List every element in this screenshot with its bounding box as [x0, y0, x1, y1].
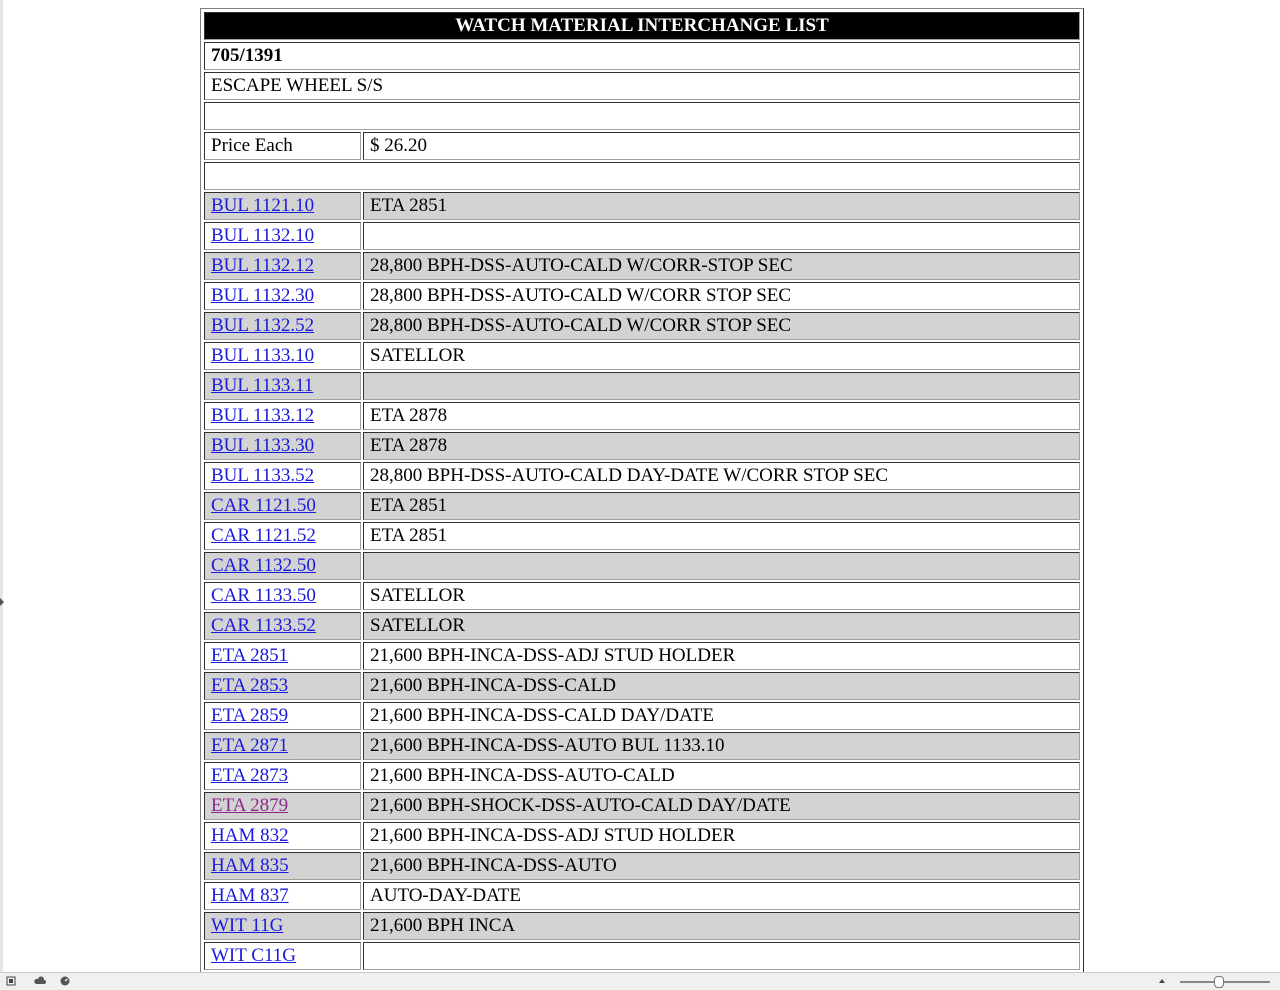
movement-description: SATELLOR — [363, 612, 1080, 640]
movement-description — [363, 222, 1080, 250]
model-cell — [204, 192, 361, 220]
movement-description: 21,600 BPH-INCA-DSS-CALD DAY/DATE — [363, 702, 1080, 730]
model-link[interactable]: BUL 1133.30 — [211, 435, 315, 456]
table-row — [204, 342, 1080, 370]
model-link[interactable]: CAR 1133.52 — [211, 615, 316, 636]
movement-description: ETA 2851 — [363, 192, 1080, 220]
spacer-row — [204, 102, 1080, 130]
model-link[interactable]: BUL 1132.12 — [211, 255, 315, 276]
part-number-row — [204, 42, 1080, 70]
model-link[interactable]: ETA 2873 — [211, 765, 289, 786]
movement-description: 28,800 BPH-DSS-AUTO-CALD W/CORR STOP SEC — [363, 282, 1080, 310]
spacer-cell — [204, 162, 1080, 190]
table-row — [204, 912, 1080, 940]
model-cell — [204, 402, 361, 430]
model-link[interactable]: CAR 1121.52 — [211, 525, 316, 546]
price-row — [204, 132, 1080, 160]
status-bar — [0, 972, 1280, 990]
model-cell — [204, 552, 361, 580]
model-cell — [204, 732, 361, 760]
model-cell — [204, 462, 361, 490]
price-value: $ 26.20 — [363, 132, 1080, 160]
table-row — [204, 882, 1080, 910]
model-cell — [204, 522, 361, 550]
table-row — [204, 822, 1080, 850]
table-row — [204, 192, 1080, 220]
movement-description: SATELLOR — [363, 342, 1080, 370]
left-window-edge — [0, 0, 3, 972]
gauge-icon[interactable] — [60, 976, 70, 986]
expand-arrow-icon[interactable] — [0, 598, 4, 606]
movement-description: 28,800 BPH-DSS-AUTO-CALD W/CORR STOP SEC — [363, 312, 1080, 340]
table-row — [204, 492, 1080, 520]
model-cell — [204, 702, 361, 730]
movement-description: 21,600 BPH-INCA-DSS-AUTO — [363, 852, 1080, 880]
movement-description: ETA 2878 — [363, 432, 1080, 460]
model-cell — [204, 852, 361, 880]
spacer-row — [204, 162, 1080, 190]
movement-description: SATELLOR — [363, 582, 1080, 610]
model-link[interactable]: WIT 11G — [211, 915, 284, 936]
movement-description: ETA 2851 — [363, 492, 1080, 520]
table-row — [204, 312, 1080, 340]
price-label: Price Each — [204, 132, 361, 160]
model-link[interactable]: HAM 835 — [211, 855, 289, 876]
movement-description: 21,600 BPH-INCA-DSS-AUTO BUL 1133.10 — [363, 732, 1080, 760]
model-link[interactable]: CAR 1132.50 — [211, 555, 316, 576]
movement-description: ETA 2878 — [363, 402, 1080, 430]
part-number: 705/1391 — [204, 42, 1080, 70]
model-cell — [204, 642, 361, 670]
model-link[interactable]: BUL 1121.10 — [211, 195, 315, 216]
model-link[interactable]: ETA 2879 — [211, 795, 289, 816]
zoom-slider-track[interactable] — [1180, 981, 1270, 983]
table-row — [204, 762, 1080, 790]
model-cell — [204, 222, 361, 250]
table-row — [204, 252, 1080, 280]
movement-description: 28,800 BPH-DSS-AUTO-CALD DAY-DATE W/CORR STOP SEC — [363, 462, 1080, 490]
model-cell — [204, 312, 361, 340]
movement-description: 28,800 BPH-DSS-AUTO-CALD W/CORR-STOP SEC — [363, 252, 1080, 280]
table-row — [204, 792, 1080, 820]
table-row — [204, 402, 1080, 430]
movement-description: AUTO-DAY-DATE — [363, 882, 1080, 910]
model-cell — [204, 792, 361, 820]
model-cell — [204, 822, 361, 850]
zoom-slider-thumb[interactable] — [1214, 976, 1224, 988]
interchange-table — [200, 8, 1084, 974]
model-cell — [204, 282, 361, 310]
model-cell — [204, 672, 361, 700]
model-cell — [204, 342, 361, 370]
movement-description: 21,600 BPH-SHOCK-DSS-AUTO-CALD DAY/DATE — [363, 792, 1080, 820]
table-row — [204, 642, 1080, 670]
table-row — [204, 612, 1080, 640]
table-row — [204, 732, 1080, 760]
cloud-icon[interactable] — [34, 976, 44, 986]
description-row — [204, 72, 1080, 100]
model-cell — [204, 612, 361, 640]
table-row — [204, 282, 1080, 310]
model-cell — [204, 762, 361, 790]
movement-description: 21,600 BPH-INCA-DSS-ADJ STUD HOLDER — [363, 642, 1080, 670]
model-link[interactable]: HAM 832 — [211, 825, 289, 846]
part-description: ESCAPE WHEEL S/S — [204, 72, 1080, 100]
table-row — [204, 942, 1080, 970]
model-link[interactable]: ETA 2853 — [211, 675, 289, 696]
model-cell — [204, 432, 361, 460]
table-row — [204, 672, 1080, 700]
model-link[interactable]: BUL 1132.52 — [211, 315, 315, 336]
table-row — [204, 462, 1080, 490]
table-row — [204, 222, 1080, 250]
model-link[interactable]: ETA 2871 — [211, 735, 289, 756]
model-cell — [204, 882, 361, 910]
model-link[interactable]: BUL 1133.11 — [211, 375, 314, 396]
movement-description: 21,600 BPH-INCA-DSS-AUTO-CALD — [363, 762, 1080, 790]
model-link[interactable]: BUL 1133.12 — [211, 405, 315, 426]
model-link[interactable]: ETA 2851 — [211, 645, 289, 666]
movement-description: 21,600 BPH INCA — [363, 912, 1080, 940]
movement-description: ETA 2851 — [363, 522, 1080, 550]
model-cell — [204, 252, 361, 280]
model-cell — [204, 492, 361, 520]
model-cell — [204, 372, 361, 400]
page-title: WATCH MATERIAL INTERCHANGE LIST — [204, 12, 1080, 40]
table-row — [204, 582, 1080, 610]
model-link[interactable]: CAR 1133.50 — [211, 585, 316, 606]
table-row — [204, 372, 1080, 400]
movement-description: 21,600 BPH-INCA-DSS-CALD — [363, 672, 1080, 700]
model-link[interactable]: BUL 1132.30 — [211, 285, 315, 306]
model-link[interactable]: ETA 2859 — [211, 705, 289, 726]
model-cell — [204, 912, 361, 940]
model-link[interactable]: WIT C11G — [211, 945, 296, 966]
model-link[interactable]: CAR 1121.50 — [211, 495, 316, 516]
table-row — [204, 552, 1080, 580]
model-link[interactable]: BUL 1132.10 — [211, 225, 315, 246]
spacer-cell — [204, 102, 1080, 130]
model-link[interactable]: HAM 837 — [211, 885, 289, 906]
movement-description: 21,600 BPH-INCA-DSS-ADJ STUD HOLDER — [363, 822, 1080, 850]
model-link[interactable]: BUL 1133.10 — [211, 345, 315, 366]
table-row — [204, 852, 1080, 880]
model-cell — [204, 582, 361, 610]
page-icon[interactable] — [6, 976, 16, 986]
zoom-caret-icon[interactable] — [1158, 976, 1168, 986]
table-row — [204, 522, 1080, 550]
table-row — [204, 702, 1080, 730]
table-row — [204, 432, 1080, 460]
title-row — [204, 12, 1080, 40]
model-link[interactable]: BUL 1133.52 — [211, 465, 315, 486]
model-cell — [204, 942, 361, 970]
movement-description — [363, 552, 1080, 580]
movement-description — [363, 372, 1080, 400]
movement-description — [363, 942, 1080, 970]
